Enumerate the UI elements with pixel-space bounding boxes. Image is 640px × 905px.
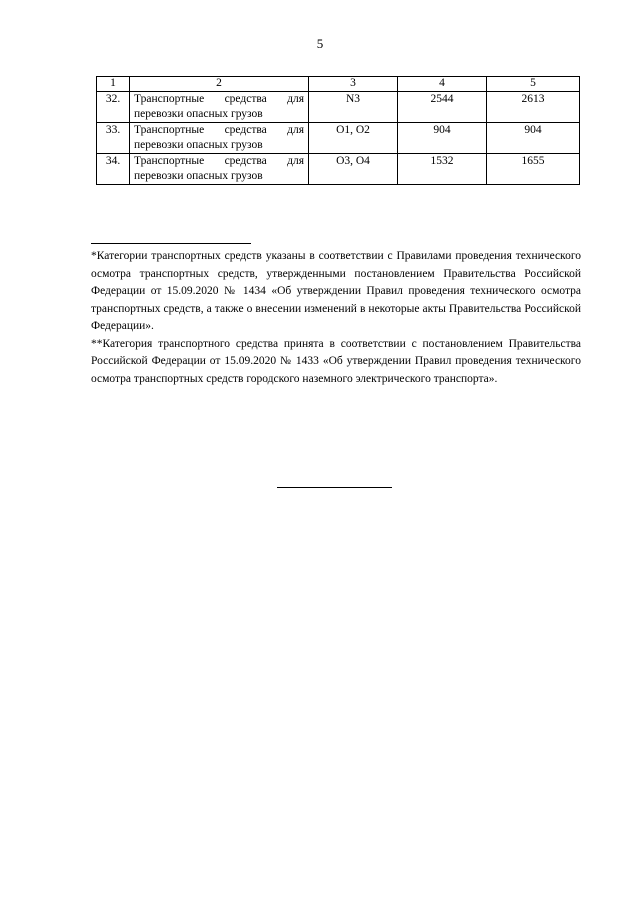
header-cell-5: 5	[487, 77, 580, 92]
value-column-5: 904	[487, 123, 580, 154]
row-number: 32.	[97, 92, 130, 123]
value-column-4: 904	[398, 123, 487, 154]
table-row	[97, 92, 580, 123]
header-cell-4: 4	[398, 77, 487, 92]
table-row	[97, 123, 580, 154]
table-header-row	[97, 77, 580, 92]
vehicle-category: O3, O4	[309, 154, 398, 185]
row-number: 33.	[97, 123, 130, 154]
table-row	[97, 154, 580, 185]
header-cell-1: 1	[97, 77, 130, 92]
value-column-5: 1655	[487, 154, 580, 185]
header-cell-3: 3	[309, 77, 398, 92]
tariff-table	[96, 76, 580, 185]
page-number: 5	[316, 36, 324, 51]
footnote-1: *Категории транспортных средств указаны в соответствии с Правилами проведения технического осмотра транспортных средств, утвержденными постановлением Правительства Российской Федерации от 15.09.2020 № 1434 «Об утверждении Правил проведения технического осмотра транспортных средств, а также о внесении изменений в некоторые акты Правительства Российской Федерации».	[91, 250, 581, 332]
vehicle-type: Транспортные средства для перевозки опасных грузов	[130, 154, 309, 185]
header-cell-2: 2	[130, 77, 309, 92]
vehicle-category: N3	[309, 92, 398, 123]
end-divider	[277, 487, 392, 488]
value-column-5: 2613	[487, 92, 580, 123]
footnotes	[91, 248, 581, 388]
vehicle-type: Транспортные средства для перевозки опасных грузов	[130, 92, 309, 123]
row-number: 34.	[97, 154, 130, 185]
vehicle-type: Транспортные средства для перевозки опасных грузов	[130, 123, 309, 154]
footnote-divider	[91, 243, 251, 244]
value-column-4: 2544	[398, 92, 487, 123]
vehicle-category: O1, O2	[309, 123, 398, 154]
value-column-4: 1532	[398, 154, 487, 185]
footnote-2: **Категория транспортного средства принята в соответствии с постановлением Правительства Российской Федерации от 15.09.2020 № 1433 «Об утверждении Правил проведения технического осмотра транспортных средств городского наземного электрического транспорта».	[91, 337, 581, 385]
